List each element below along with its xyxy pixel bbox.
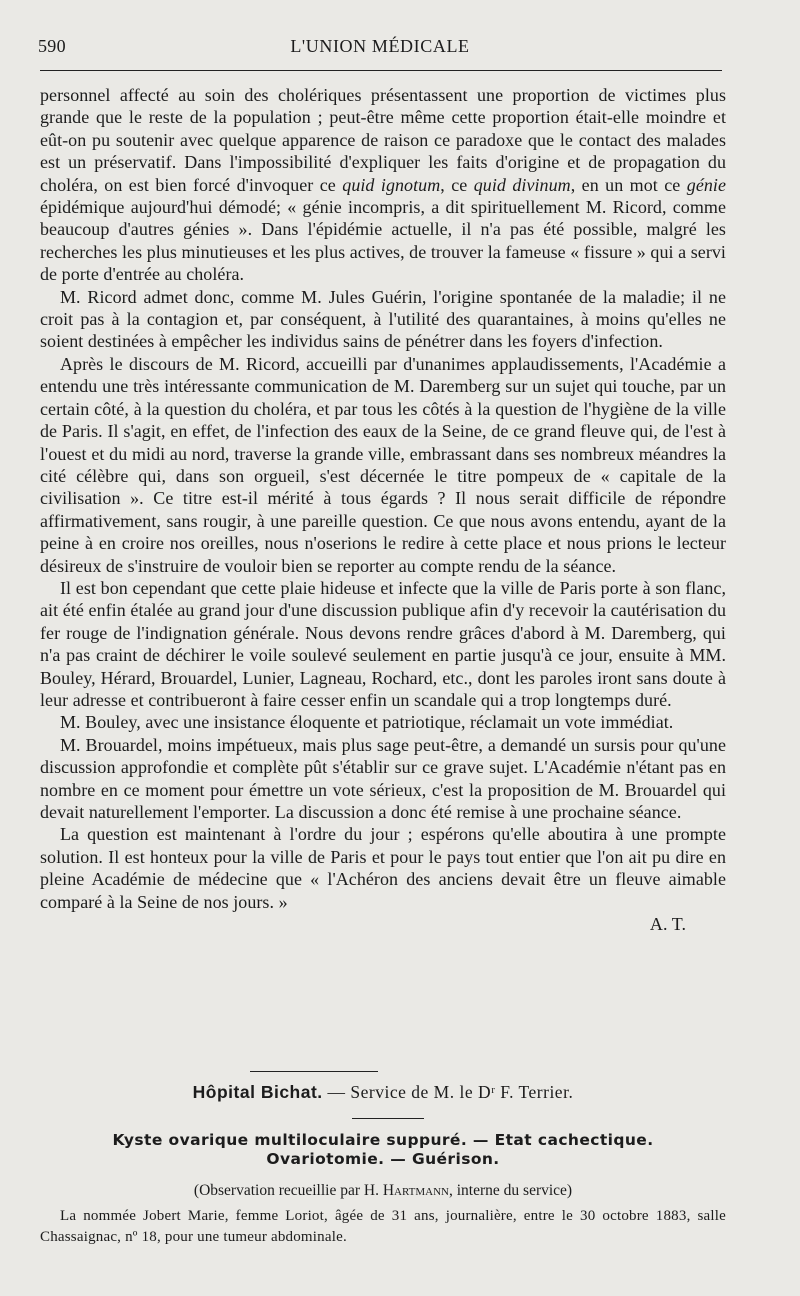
header-rule (40, 70, 722, 71)
case-body (40, 1206, 726, 1247)
case-paragraph: La nommée Jobert Marie, femme Loriot, âgée de 31 ans, journalière, entre le 30 octobre 1883, salle Chassaignac, nº 18, pour une tumeur abdominale. (40, 1208, 726, 1245)
subsection-rule (352, 1118, 424, 1119)
case-title-line-2: Ovariotomie. — Guérison. (266, 1150, 500, 1168)
paragraph-4: Il est bon cependant que cette plaie hideuse et infecte que la ville de Paris porte à son flanc, ait été enfin étalée au grand jour d'une discussion publique afin d'y recevoir la cautérisation du fer rouge de l'indignation générale. Nous devons rendre grâces d'abord à M. Daremberg, qui n'a pas craint de déchirer le voile soulevé seulement en partie jusqu'à ce jour, ensuite à MM. Bouley, Hérard, Brouardel, Lunier, Lagneau, Rochard, etc., dont les paroles iront sans doute à leur adresse et contribueront à faire cesser enfin un scandale qui a trop longtemps duré. (40, 577, 726, 710)
signature: A. T. (649, 914, 686, 935)
observation-author: Hartmann (382, 1182, 449, 1199)
hospital-name: Hôpital Bichat. (192, 1082, 323, 1102)
paragraph-7: La question est maintenant à l'ordre du jour ; espérons qu'elle aboutira à une prompte solution. Il est honteux pour la ville de Paris et pour le pays tout entier que l'on ait pu dire en pleine Académie de médecine que « l'Achéron des anciens devait être un fleuve aimable comparé à la Seine de nos jours. » (40, 824, 726, 912)
case-title (40, 1131, 726, 1169)
latin-phrase: quid divinum (473, 174, 571, 195)
paragraph-3: Après le discours de M. Ricord, accueilli par d'unanimes applaudissements, l'Académie a entendu une très intéressante communication de M. Daremberg sur un sujet qui touche, par un certain côté, à la question du choléra, et par tous les côtés à la question de l'hygiène de la ville de Paris. Il s'agit, en effet, de l'infection des eaux de la Seine, de ce grand fleuve qui, de l'est à l'ouest et du midi au nord, traverse la grande ville, embrassant dans ses nombreux méandres la cité célèbre qui, dans son orgueil, s'est décernée le titre pompeux de « capitale de la civilisation ». Ce titre est-il mérité à tous égards ? Il nous serait difficile de répondre affirmativement, sans rougir, à une pareille question. Ce que nous avons entendu, ayant de la peine à en croire nos oreilles, nous n'oserions le redire à cette place et nous prions le lecteur désireux de s'instruire de vouloir bien se reporter au compte rendu de la séance. (40, 353, 726, 576)
paragraph-2: M. Ricord admet donc, comme M. Jules Guérin, l'origine spontanée de la maladie; il ne croit pas à la contagion et, par conséquent, à l'utilité des quarantaines, à moins qu'elles ne soient destinées à empêcher les individus sains de pénétrer dans les foyers d'infection. (40, 286, 726, 352)
paragraph-1: personnel affecté au soin des cholériques présentassent une proportion de victimes plus grande que le reste de la population ; peut-être même cette proportion était-elle moindre et eût-on pu soutenir avec quelque apparence de raison ce paradoxe que le contact des malades est un préservatif. Dans l'impossibilité d'expliquer les faits d'origine et de propagation du choléra, on est bien forcé d'invoquer ce quid ignotum, ce quid divinum, en un mot ce génie épidémique aujourd'hui démodé; « génie incompris, a dit spirituellement M. Ricord, comme beaucoup d'autres génies ». Dans l'épidémie actuelle, il n'a pas été possible, malgré les recherches les plus minutieuses et les plus actives, de trouver la fameuse « fissure » qui a servi de porte d'entrée au choléra. (40, 85, 726, 285)
section-rule (250, 1071, 378, 1072)
observation-credit: (Observation recueillie par H. Hartmann, interne du service) (193, 1182, 573, 1199)
latin-phrase: quid ignotum (342, 174, 441, 195)
case-title-line-1: Kyste ovarique multiloculaire suppuré. — Etat cachectique. (112, 1131, 654, 1149)
running-title: L'UNION MÉDICALE (290, 36, 470, 56)
paragraph-5: M. Bouley, avec une insistance éloquente et patriotique, réclamait un vote immédiat. (60, 712, 674, 733)
italic-word: génie (686, 174, 726, 195)
hospital-service: Service de M. le Dʳ F. Terrier. (350, 1082, 574, 1102)
hospital-heading: Hôpital Bichat. — Service de M. le Dʳ F. Terrier. (192, 1082, 574, 1102)
paragraph-6: M. Brouardel, moins impétueux, mais plus sage peut-être, a demandé un sursis pour qu'une discussion approfondie et complète pût s'établir sur ce grave sujet. L'Académie n'étant pas en nombre en ce moment pour émettre un vote sérieux, c'est la proposition de M. Brouardel qui devait naturellement l'emporter. La discussion a donc été remise à une prochaine séance. (40, 734, 726, 822)
article-body (40, 84, 726, 935)
page-number: 590 (38, 36, 66, 56)
